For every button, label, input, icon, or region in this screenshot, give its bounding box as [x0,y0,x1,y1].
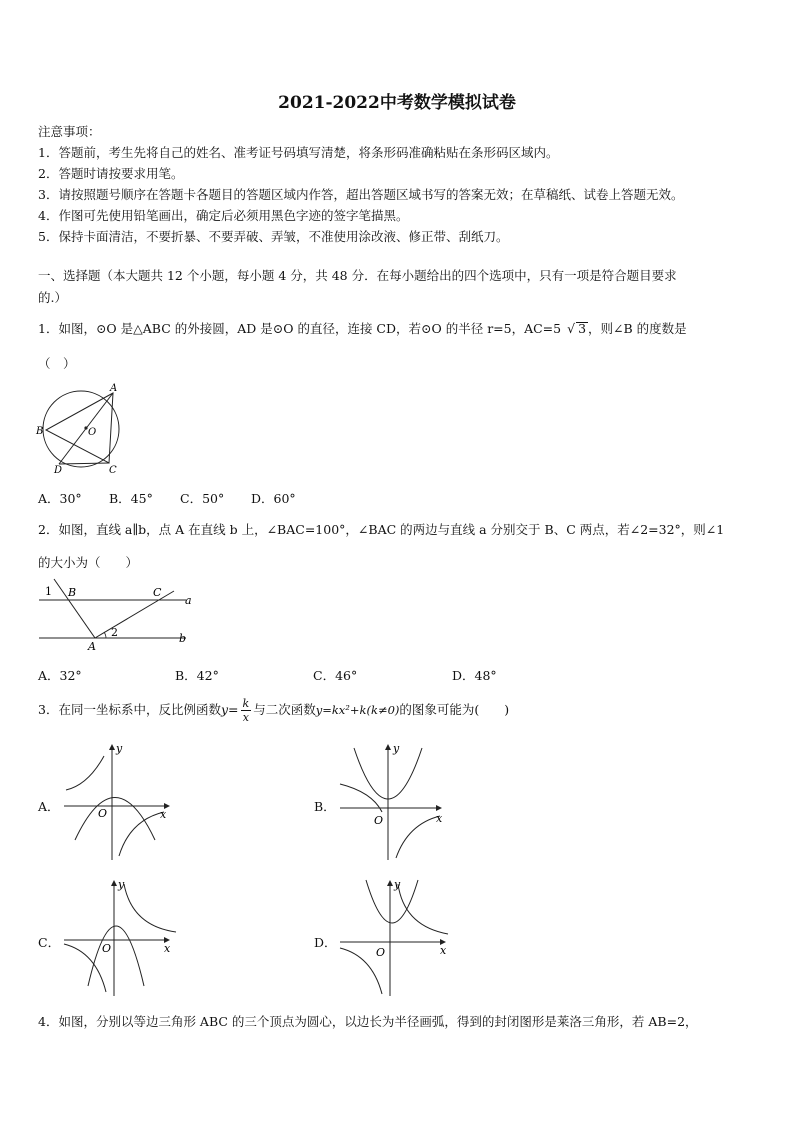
q1-triangle-abc [46,393,113,463]
q3-graph-d [336,876,456,998]
q3-option-b: B． [314,799,336,814]
notice-item-5: 5．保持卡面清洁，不要折暴、不要弄破、弄皱，不准使用涂改液、修正带、刮纸刀。 [38,229,509,244]
q3-text-b: 与二次函数 [253,702,316,717]
q3d-parabola [366,880,418,923]
q2-option-d: D．48° [452,668,497,683]
question-2-stem: 2．如图，直线 a∥b，点 A 在直线 b 上，∠BAC=100°，∠BAC 的两边与直线 a 分别交于 B、C 两点，若∠2=32°，则∠1 [38,522,725,537]
q1-label-a: A [110,383,118,394]
q2-label-line-b: b [179,632,187,645]
q3d-origin-label: O [376,946,386,959]
q1-segment-cd [59,463,109,464]
question-2-stem-cont: 的大小为（ ） [38,555,139,570]
q1-circle [43,391,119,467]
notice-item-1: 1．答题前，考生先将自己的姓名、准考证号码填写清楚，将条形码准确粘贴在条形码区域内。 [38,145,559,160]
notice-item-4: 4．作图可先使用铅笔画出，确定后必须用黑色字迹的签字笔描黑。 [38,208,409,223]
q1-label-o: O [88,427,97,438]
q2-option-b: B．42° [175,668,219,683]
q3a-x-label: x [160,808,167,821]
q3b-x-arrow [436,805,442,811]
q3d-y-label: y [394,878,401,891]
q3-text-c: 的图象可能为( ) [399,702,510,717]
q2-label-line-a: a [185,594,192,607]
q3b-y-arrow [385,744,391,750]
q1-label-c: C [109,465,117,474]
q3-option-d: D． [314,935,337,950]
q3-option-c: C． [38,935,61,950]
notice-item-3: 3．请按照题号顺序在答题卡各题目的答题区域内作答，超出答题区域书写的答案无效；在草稿纸、试卷上答题无效。 [38,187,684,202]
q1-option-c: C．50° [180,491,225,506]
q2-label-a-point: A [88,640,96,653]
q3d-y-arrow [387,880,393,886]
question-1-stem: 1．如图，⊙O 是△ABC 的外接圆，AD 是⊙O 的直径，连接 CD，若⊙O 的半径 r=5，AC=5 √ 3 ，则∠B 的度数是 [38,321,687,336]
q3a-parabola [75,798,155,841]
question-4-stem: 4．如图，分别以等边三角形 ABC 的三个顶点为圆心，以边长为半径画弧，得到的封闭图形是莱洛三角形，若 AB=2， [38,1014,698,1029]
q3c-parabola [88,926,144,986]
notice-heading: 注意事项： [38,124,101,139]
q3b-x-label: x [436,812,443,825]
q3d-hyperbola-branch-1 [398,884,448,934]
q3b-hyperbola-branch-2 [396,816,440,858]
q2-label-2: 2 [111,626,118,639]
q3-text-a: 3．在同一坐标系中，反比例函数 [38,702,221,717]
q1-label-d: D [54,465,63,474]
q3c-origin-label: O [102,942,112,955]
q3a-hyperbola-branch-2 [119,812,164,856]
q3c-y-arrow [111,880,117,886]
q3c-hyperbola-branch-2 [64,944,106,992]
q3-frac-den: x [242,711,249,724]
q3c-hyperbola-branch-1 [124,884,176,932]
q3b-origin-label: O [374,814,384,827]
q3c-y-label: y [118,878,125,891]
q2-label-1: 1 [45,585,52,598]
q2-parallel-lines-figure [36,575,196,653]
q1-option-a: A．30° [38,491,82,506]
q2-option-c: C．46° [313,668,358,683]
section-heading: 一、选择题（本大题共 12 个小题，每小题 4 分，共 48 分．在每小题给出的四个选项中，只有一项是符合题目要求 [38,268,677,283]
q3-frac-num: k [242,697,250,710]
q1-text-a: 1．如图，⊙O 是△ABC 的外接圆，AD 是⊙O 的直径，连接 CD，若⊙O 的半径 r=5，AC=5 [38,321,562,336]
q3b-y-label: y [393,742,400,755]
section-heading-cont: 的.） [38,290,67,305]
q3-fraction [241,697,252,724]
q2-ray-ac [95,591,174,638]
q3a-origin-label: O [98,807,108,820]
q3d-x-label: x [440,944,447,957]
q2-angle-2-arc [104,632,106,638]
q3a-y-label: y [116,742,123,755]
q3a-hyperbola-branch-1 [66,756,104,790]
q1-circle-figure [34,382,130,474]
q1-sqrt: 3 [578,321,587,336]
q2-label-c-point: C [153,586,162,599]
q3-graph-a [60,740,172,862]
q1-bracket: （ ） [38,356,76,371]
q2-label-b-point: B [68,586,77,599]
q3-graph-c [60,876,182,998]
q2-option-a: A．32° [38,668,82,683]
q3-formula: y=kx²+k(k≠0) [315,703,400,717]
q3a-y-arrow [109,744,115,750]
q3-option-a: A． [38,799,60,814]
q3c-x-label: x [164,942,171,955]
q3-y-eq: y= [220,702,239,717]
q1-option-b: B．45° [109,491,153,506]
page-title: 2021-2022中考数学模拟试卷 [278,93,516,113]
question-3-stem [38,693,509,727]
notice-item-2: 2．答题时请按要求用笔。 [38,166,184,181]
q1-option-d: D．60° [251,491,296,506]
q3-graph-b [336,740,448,862]
q1-label-b: B [36,426,44,437]
q1-text-b: ，则∠B 的度数是 [588,321,687,336]
